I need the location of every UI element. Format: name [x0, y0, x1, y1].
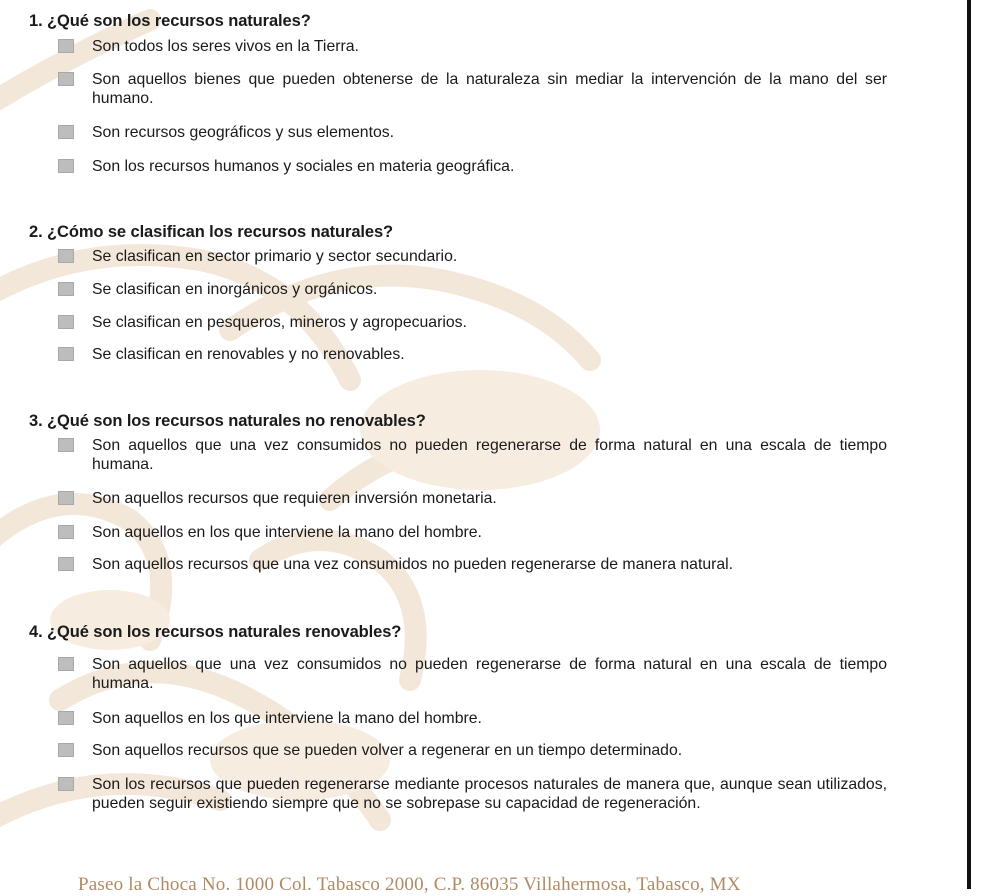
- page-border: [967, 0, 971, 889]
- checkbox[interactable]: [58, 438, 74, 452]
- option-text: Son aquellos recursos que requieren inversión monetaria.: [92, 490, 497, 507]
- checkbox[interactable]: [58, 657, 74, 671]
- option-text: Son aquellos que una vez consumidos no pueden regenerarse de forma natural en una escala de tiempo humana.: [92, 656, 887, 692]
- option-text: Se clasifican en sector primario y sector secundario.: [92, 248, 458, 265]
- option-text: Son todos los seres vivos en la Tierra.: [92, 38, 359, 55]
- checkbox[interactable]: [58, 777, 74, 791]
- footer-address: Paseo la Choca No. 1000 Col. Tabasco 2000, C.P. 86035 Villahermosa, Tabasco, MX: [78, 874, 741, 895]
- option-text: Son aquellos en los que interviene la mano del hombre.: [92, 524, 482, 541]
- checkbox[interactable]: [58, 711, 74, 725]
- question-1-title: 1. ¿Qué son los recursos naturales?: [29, 12, 311, 30]
- checkbox[interactable]: [58, 315, 74, 329]
- checkbox[interactable]: [58, 159, 74, 173]
- checkbox[interactable]: [58, 557, 74, 571]
- question-2-title: 2. ¿Cómo se clasifican los recursos naturales?: [29, 223, 394, 241]
- option-text: Se clasifican en inorgánicos y orgánicos.: [92, 281, 378, 298]
- checkbox[interactable]: [58, 72, 74, 86]
- question-4-title: 4. ¿Qué son los recursos naturales renovables?: [29, 623, 402, 641]
- checkbox[interactable]: [58, 282, 74, 296]
- option-text: Son aquellos recursos que se pueden volver a regenerar en un tiempo determinado.: [92, 742, 683, 759]
- checkbox[interactable]: [58, 39, 74, 53]
- option-text: Son aquellos recursos que una vez consumidos no pueden regenerarse de manera natural.: [92, 556, 734, 573]
- checkbox[interactable]: [58, 249, 74, 263]
- checkbox[interactable]: [58, 491, 74, 505]
- option-text: Se clasifican en pesqueros, mineros y agropecuarios.: [92, 314, 467, 331]
- checkbox[interactable]: [58, 347, 74, 361]
- question-3-title: 3. ¿Qué son los recursos naturales no renovables?: [29, 412, 426, 430]
- option-text: Son recursos geográficos y sus elementos.: [92, 124, 395, 141]
- option-text: Son los recursos que pueden regenerarse mediante procesos naturales de manera que, aunque sean utilizados, pueden seguir existiendo siempre que no se sobrepase su capacidad de regeneración.: [92, 776, 887, 812]
- checkbox[interactable]: [58, 125, 74, 139]
- option-text: Son los recursos humanos y sociales en materia geográfica.: [92, 158, 515, 175]
- checkbox[interactable]: [58, 743, 74, 757]
- option-text: Se clasifican en renovables y no renovables.: [92, 346, 405, 363]
- option-text: Son aquellos bienes que pueden obtenerse de la naturaleza sin mediar la intervención de la mano del ser humano.: [92, 71, 887, 107]
- option-text: Son aquellos que una vez consumidos no pueden regenerarse de forma natural en una escala de tiempo humana.: [92, 437, 887, 473]
- option-text: Son aquellos en los que interviene la mano del hombre.: [92, 710, 482, 727]
- checkbox[interactable]: [58, 525, 74, 539]
